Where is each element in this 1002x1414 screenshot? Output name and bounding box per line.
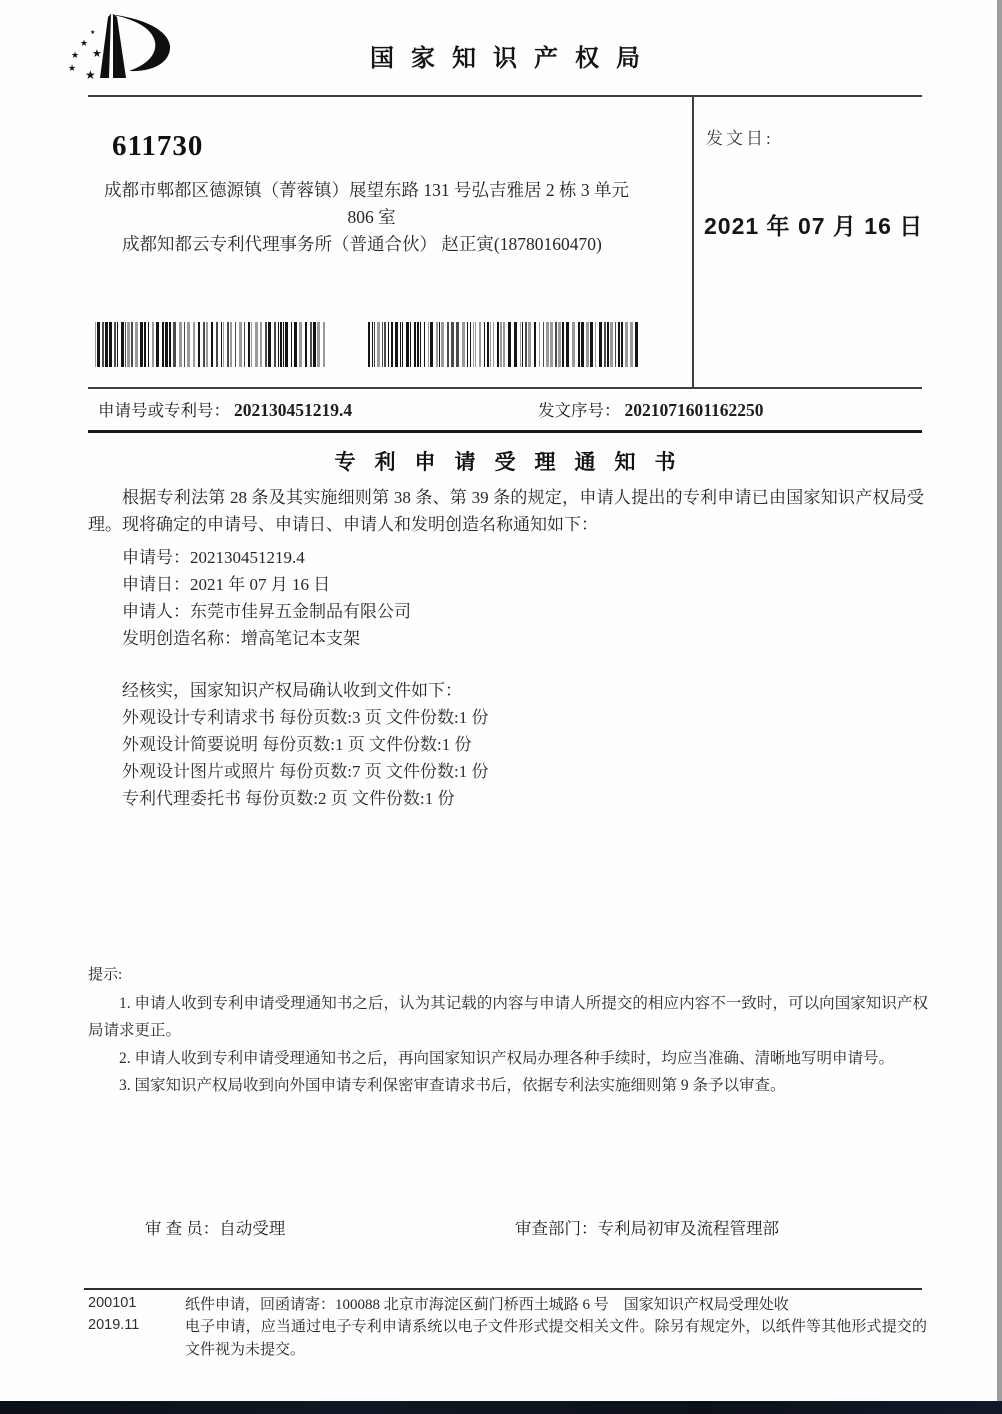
department-row bbox=[515, 1215, 779, 1239]
received-docs-intro: 经核实，国家知识产权局确认收到文件如下： bbox=[122, 681, 462, 700]
postal-code: 611730 bbox=[112, 130, 204, 162]
scan-edge-bottom bbox=[0, 1401, 1002, 1414]
examiner-row bbox=[145, 1215, 285, 1239]
notice-title: 专利申请受理通知书 bbox=[334, 450, 695, 474]
star-icon: ★ bbox=[68, 64, 77, 74]
department-label: 审查部门： bbox=[515, 1219, 598, 1238]
field-applicant: 申请人：东莞市佳昇五金制品有限公司 bbox=[122, 602, 411, 621]
form-code: 200101 bbox=[88, 1295, 137, 1311]
header-divider bbox=[88, 95, 922, 97]
tip-item-1: 1. 申请人收到专利申请受理通知书之后，认为其记载的内容与申请人所提交的相应内容不一致时，可以向国家知识产权局请求更正。 bbox=[88, 995, 928, 1039]
application-number-value: 202130451219.4 bbox=[234, 400, 353, 420]
notice-intro-paragraph: 根据专利法第 28 条及其实施细则第 38 条、第 39 条的规定，申请人提出的专利申请已由国家知识产权局受理。现将确定的申请号、申请日、申请人和发明创造名称通知如下： bbox=[88, 488, 924, 534]
reference-divider-thick bbox=[88, 430, 922, 433]
mid-divider bbox=[88, 387, 922, 389]
issue-date-box-border bbox=[692, 96, 694, 388]
received-doc-item: 专利代理委托书 每份页数:2 页 文件份数:1 份 bbox=[122, 789, 455, 808]
application-number-row bbox=[98, 397, 352, 421]
field-application-date: 申请日：2021 年 07 月 16 日 bbox=[122, 575, 331, 594]
form-revision-date: 2019.11 bbox=[88, 1317, 140, 1333]
footer-divider bbox=[84, 1288, 922, 1290]
star-icon: ★ bbox=[85, 68, 96, 82]
footer-paper-filing-line: 纸件申请，回函请寄：100088 北京市海淀区蓟门桥西土城路 6 号 国家知识产权局受理处收 bbox=[185, 1297, 789, 1313]
serial-number-row bbox=[538, 397, 764, 421]
star-icon: ★ bbox=[80, 39, 89, 49]
address-line-1: 成都市郫都区德源镇（菁蓉镇）展望东路 131 号弘吉雅居 2 栋 3 单元 bbox=[104, 180, 629, 200]
barcode-left bbox=[95, 322, 327, 367]
department-value: 专利局初审及流程管理部 bbox=[597, 1219, 779, 1238]
footer-efiling-line: 电子申请，应当通过电子专利申请系统以电子文件形式提交相关文件。除另有规定外，以纸件等其他形式提交的文件视为未提交。 bbox=[185, 1319, 927, 1358]
tip-item-3: 3. 国家知识产权局收到向外国申请专利保密审查请求书后，依据专利法实施细则第 9 条予以审查。 bbox=[119, 1077, 786, 1094]
examiner-value: 自动受理 bbox=[219, 1219, 286, 1238]
tip-item-2: 2. 申请人收到专利申请受理通知书之后，再向国家知识产权局办理各种手续时，均应当准确、清晰地写明申请号。 bbox=[119, 1050, 895, 1067]
scan-edge-right bbox=[997, 0, 1002, 1414]
received-doc-item: 外观设计专利请求书 每份页数:3 页 文件份数:1 份 bbox=[122, 708, 489, 727]
application-number-label: 申请号或专利号： bbox=[98, 401, 230, 420]
issue-date-label: 发文日: bbox=[706, 129, 774, 148]
tips-heading: 提示: bbox=[88, 967, 123, 983]
issue-date-value: 2021 年 07 月 16 日 bbox=[704, 213, 924, 239]
recipient-line: 成都知都云专利代理事务所（普通合伙） 赵正寅(18780160470) bbox=[122, 234, 602, 254]
address-line-2: 806 室 bbox=[347, 207, 396, 227]
received-doc-item: 外观设计图片或照片 每份页数:7 页 文件份数:1 份 bbox=[122, 762, 489, 781]
star-icon: ★ bbox=[71, 51, 80, 61]
agency-title: 国家知识产权局 bbox=[370, 46, 657, 72]
barcode-right bbox=[368, 322, 642, 367]
serial-number-label: 发文序号： bbox=[538, 401, 621, 420]
serial-number-value: 2021071601162250 bbox=[624, 400, 764, 420]
star-icon: ★ bbox=[90, 29, 96, 36]
field-application-number: 申请号：202130451219.4 bbox=[122, 548, 305, 567]
field-invention-title: 发明创造名称：增高笔记本支架 bbox=[122, 629, 360, 648]
star-icon: ★ bbox=[92, 47, 102, 60]
received-doc-item: 外观设计简要说明 每份页数:1 页 文件份数:1 份 bbox=[122, 735, 472, 754]
examiner-label: 审 查 员： bbox=[145, 1219, 220, 1238]
